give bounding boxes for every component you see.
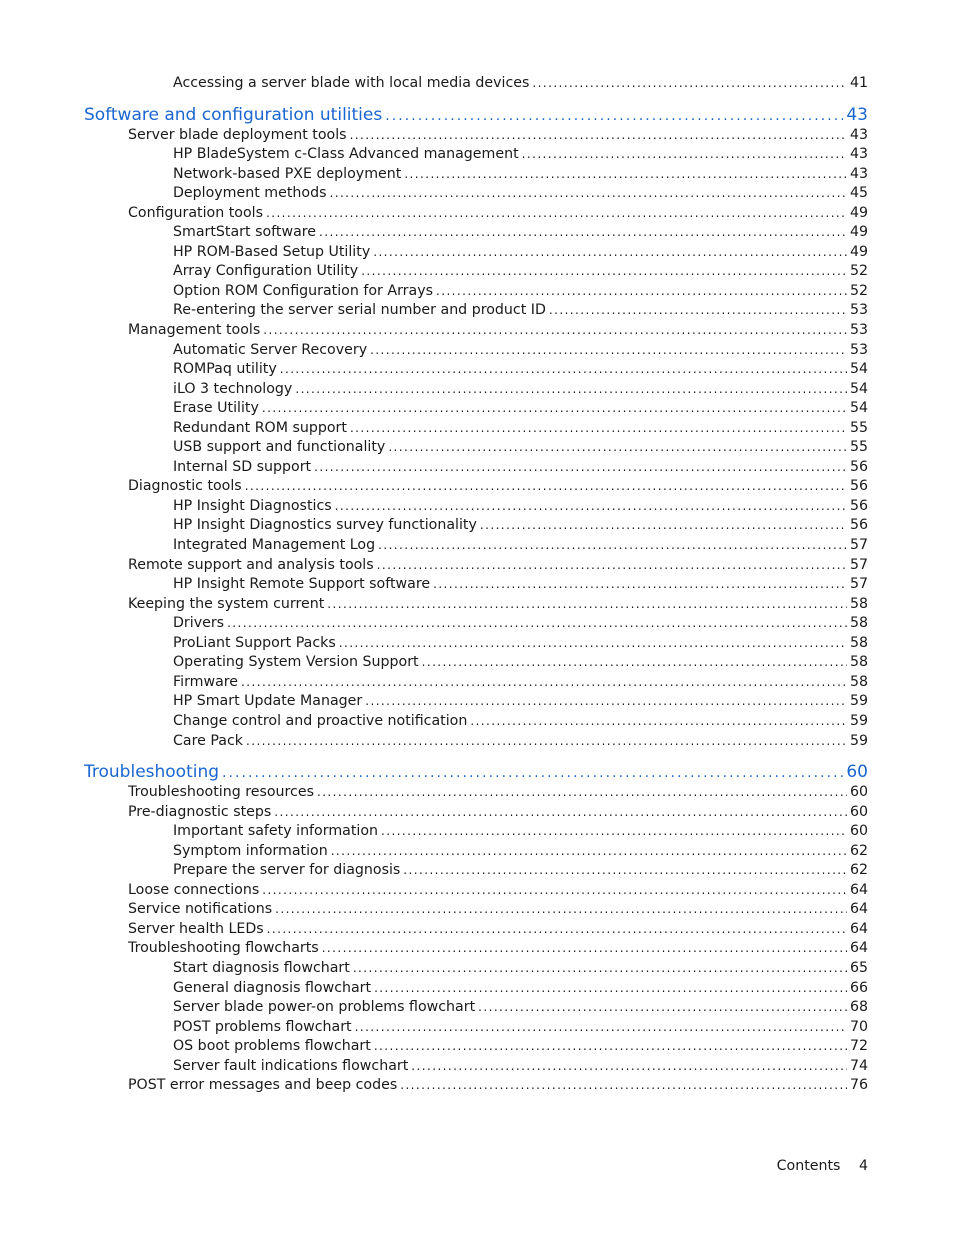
toc-entry-title: Server fault indications flowchart (173, 1057, 409, 1074)
toc-dot-leader (549, 301, 847, 321)
toc-entry-page-number: 60 (846, 762, 868, 783)
toc-chapter-entry[interactable] (0, 762, 954, 783)
toc-entry-page-number: 56 (849, 517, 868, 534)
toc-dot-leader (433, 575, 847, 595)
toc-section-entry[interactable] (0, 881, 954, 901)
toc-entry-title: Option ROM Configuration for Arrays (173, 282, 433, 299)
toc-section-entry[interactable] (0, 783, 954, 803)
toc-entry-page-number: 43 (849, 165, 868, 182)
toc-subsection-entry[interactable] (0, 653, 954, 673)
toc-entry-page-number: 58 (849, 654, 868, 671)
toc-entry-title: Configuration tools (128, 204, 263, 221)
toc-subsection-entry[interactable] (0, 575, 954, 595)
toc-entry-title: Start diagnosis flowchart (173, 959, 350, 976)
toc-dot-leader (267, 920, 847, 940)
toc-dot-leader (478, 998, 847, 1018)
toc-entry-page-number: 64 (849, 920, 868, 937)
toc-entry-title: Loose connections (128, 881, 260, 898)
toc-section-entry[interactable] (0, 920, 954, 940)
toc-entry-title: Redundant ROM support (173, 419, 347, 436)
footer-page-number: 4 (858, 1158, 868, 1174)
table-of-contents (0, 74, 954, 1096)
toc-subsection-entry[interactable] (0, 998, 954, 1018)
toc-entry-page-number: 53 (849, 341, 868, 358)
toc-entry-page-number: 43 (849, 146, 868, 163)
toc-subsection-entry[interactable] (0, 1018, 954, 1038)
toc-entry-page-number: 57 (849, 556, 868, 573)
toc-entry-page-number: 57 (849, 576, 868, 593)
toc-dot-leader (241, 673, 847, 693)
toc-entry-page-number: 64 (849, 881, 868, 898)
toc-dot-leader (263, 321, 847, 341)
toc-section-entry[interactable] (0, 126, 954, 146)
toc-dot-leader (314, 458, 847, 478)
toc-dot-leader (295, 380, 847, 400)
toc-dot-leader (319, 223, 847, 243)
toc-entry-title: Array Configuration Utility (173, 263, 359, 280)
toc-subsection-entry[interactable] (0, 341, 954, 361)
toc-dot-leader (361, 262, 847, 282)
toc-dot-leader (436, 282, 847, 302)
toc-dot-leader (262, 399, 847, 419)
toc-dot-leader (317, 783, 847, 803)
toc-entry-page-number: 54 (849, 361, 868, 378)
toc-entry-page-number: 70 (849, 1018, 868, 1035)
toc-dot-leader (335, 497, 847, 517)
toc-subsection-entry[interactable] (0, 74, 954, 94)
toc-entry-title: Erase Utility (173, 400, 259, 417)
toc-entry-page-number: 64 (849, 901, 868, 918)
toc-entry-title: Firmware (173, 673, 239, 690)
toc-entry-page-number: 49 (849, 243, 868, 260)
toc-subsection-entry[interactable] (0, 282, 954, 302)
toc-subsection-entry[interactable] (0, 145, 954, 165)
toc-entry-title: iLO 3 technology (173, 380, 293, 397)
toc-entry-page-number: 60 (849, 803, 868, 820)
toc-section-entry[interactable] (0, 321, 954, 341)
toc-entry-page-number: 60 (849, 784, 868, 801)
toc-entry-page-number: 62 (849, 862, 868, 879)
toc-subsection-entry[interactable] (0, 516, 954, 536)
toc-dot-leader (355, 1018, 847, 1038)
toc-dot-leader (522, 145, 847, 165)
toc-dot-leader (365, 692, 847, 712)
toc-entry-title: Integrated Management Log (173, 537, 376, 554)
toc-dot-leader (222, 763, 843, 784)
footer-section-label: Contents (776, 1158, 841, 1174)
toc-subsection-entry[interactable] (0, 959, 954, 979)
toc-entry-page-number: 56 (849, 478, 868, 495)
toc-entry-page-number: 59 (849, 693, 868, 710)
toc-entry-page-number: 74 (849, 1057, 868, 1074)
toc-entry-page-number: 72 (849, 1038, 868, 1055)
toc-entry-title: Important safety information (173, 823, 379, 840)
toc-entry-page-number: 49 (849, 204, 868, 221)
toc-section-entry[interactable] (0, 595, 954, 615)
toc-entry-title: Care Pack (173, 732, 243, 749)
toc-dot-leader (329, 184, 846, 204)
toc-dot-leader (350, 126, 847, 146)
toc-entry-title: HP Insight Diagnostics survey functionality (173, 517, 477, 534)
toc-entry-page-number: 52 (849, 282, 868, 299)
toc-dot-leader (381, 822, 847, 842)
toc-subsection-entry[interactable] (0, 399, 954, 419)
toc-entry-page-number: 55 (849, 419, 868, 436)
toc-entry-title: Automatic Server Recovery (173, 341, 368, 358)
toc-entry-title: OS boot problems flowchart (173, 1038, 371, 1055)
toc-entry-page-number: 58 (849, 595, 868, 612)
toc-subsection-entry[interactable] (0, 979, 954, 999)
toc-dot-leader (385, 106, 843, 127)
toc-entry-page-number: 45 (849, 185, 868, 202)
toc-subsection-entry[interactable] (0, 861, 954, 881)
toc-entry-title: Troubleshooting (84, 762, 220, 783)
toc-dot-leader (246, 732, 847, 752)
toc-dot-leader (327, 595, 847, 615)
toc-entry-title: Accessing a server blade with local media devices (173, 75, 530, 91)
toc-entry-title: General diagnosis flowchart (173, 979, 372, 996)
toc-entry-page-number: 58 (849, 615, 868, 632)
toc-dot-leader (404, 165, 847, 185)
toc-entry-page-number: 52 (849, 263, 868, 280)
toc-entry-page-number: 65 (849, 959, 868, 976)
toc-subsection-entry[interactable] (0, 536, 954, 556)
toc-entry-page-number: 57 (849, 537, 868, 554)
toc-dot-leader (388, 438, 847, 458)
toc-entry-title: Deployment methods (173, 185, 327, 202)
toc-entry-page-number: 62 (849, 842, 868, 859)
toc-subsection-entry[interactable] (0, 184, 954, 204)
toc-entry-page-number: 64 (849, 940, 868, 957)
toc-entry-page-number: 43 (846, 104, 868, 125)
toc-dot-leader (370, 341, 847, 361)
toc-entry-title: Pre-diagnostic steps (128, 803, 272, 820)
toc-entry-title: Diagnostic tools (128, 478, 242, 495)
toc-subsection-entry[interactable] (0, 438, 954, 458)
toc-dot-leader (280, 360, 847, 380)
toc-subsection-entry[interactable] (0, 497, 954, 517)
toc-dot-leader (373, 243, 847, 263)
toc-section-entry[interactable] (0, 477, 954, 497)
toc-subsection-entry[interactable] (0, 380, 954, 400)
toc-dot-leader (532, 74, 847, 94)
toc-entry-page-number: 49 (849, 224, 868, 241)
toc-entry-page-number: 59 (849, 712, 868, 729)
toc-section-entry[interactable] (0, 204, 954, 224)
toc-section-entry[interactable] (0, 900, 954, 920)
toc-entry-page-number: 58 (849, 634, 868, 651)
toc-subsection-entry[interactable] (0, 360, 954, 380)
toc-entry-title: POST problems flowchart (173, 1018, 352, 1035)
toc-dot-leader (322, 939, 847, 959)
toc-subsection-entry[interactable] (0, 419, 954, 439)
toc-entry-page-number: 53 (849, 302, 868, 319)
toc-entry-page-number: 56 (849, 497, 868, 514)
page-footer (777, 1158, 868, 1174)
toc-entry-title: ROMPaq utility (173, 361, 277, 378)
toc-entry-title: Change control and proactive notification (173, 712, 468, 729)
toc-entry-title: Symptom information (173, 842, 328, 859)
toc-entry-title: Troubleshooting flowcharts (128, 940, 319, 957)
toc-subsection-entry[interactable] (0, 842, 954, 862)
toc-subsection-entry[interactable] (0, 614, 954, 634)
toc-entry-title: HP BladeSystem c-Class Advanced management (173, 146, 519, 163)
toc-entry-title: POST error messages and beep codes (128, 1077, 398, 1094)
toc-dot-leader (245, 477, 847, 497)
toc-dot-leader (274, 803, 847, 823)
toc-section-entry[interactable] (0, 939, 954, 959)
toc-dot-leader (470, 712, 847, 732)
toc-entry-page-number: 56 (849, 458, 868, 475)
toc-dot-leader (377, 556, 847, 576)
toc-entry-title: HP Smart Update Manager (173, 693, 363, 710)
toc-entry-page-number: 55 (849, 439, 868, 456)
toc-chapter-entry[interactable] (0, 105, 954, 126)
toc-subsection-entry[interactable] (0, 634, 954, 654)
toc-entry-page-number: 53 (849, 322, 868, 339)
toc-subsection-entry[interactable] (0, 712, 954, 732)
toc-subsection-entry[interactable] (0, 458, 954, 478)
toc-dot-leader (374, 1037, 847, 1057)
toc-dot-leader (400, 1076, 847, 1096)
toc-entry-page-number: 58 (849, 673, 868, 690)
toc-entry-page-number: 54 (849, 380, 868, 397)
toc-dot-leader (378, 536, 847, 556)
toc-entry-title: Prepare the server for diagnosis (173, 862, 401, 879)
toc-entry-title: Re-entering the server serial number and product ID (173, 302, 546, 319)
toc-entry-page-number: 41 (849, 75, 868, 91)
toc-subsection-entry[interactable] (0, 223, 954, 243)
toc-dot-leader (374, 979, 847, 999)
toc-entry-page-number: 68 (849, 999, 868, 1016)
toc-dot-leader (411, 1057, 847, 1077)
toc-entry-title: Internal SD support (173, 458, 312, 475)
toc-entry-title: Management tools (128, 322, 261, 339)
toc-dot-leader (480, 516, 847, 536)
toc-entry-title: Server blade deployment tools (128, 126, 347, 143)
toc-entry-page-number: 59 (849, 732, 868, 749)
toc-dot-leader (275, 900, 847, 920)
toc-subsection-entry[interactable] (0, 692, 954, 712)
toc-entry-title: HP Insight Remote Support software (173, 576, 431, 593)
toc-subsection-entry[interactable] (0, 1037, 954, 1057)
toc-dot-leader (350, 419, 847, 439)
toc-subsection-entry[interactable] (0, 262, 954, 282)
toc-dot-leader (262, 881, 847, 901)
toc-entry-title: Troubleshooting resources (128, 784, 314, 801)
toc-subsection-entry[interactable] (0, 165, 954, 185)
toc-dot-leader (403, 861, 847, 881)
toc-dot-leader (266, 204, 847, 224)
toc-entry-title: Keeping the system current (128, 595, 325, 612)
toc-entry-title: Network-based PXE deployment (173, 165, 402, 182)
toc-entry-title: Operating System Version Support (173, 654, 419, 671)
toc-subsection-entry[interactable] (0, 1057, 954, 1077)
toc-entry-page-number: 54 (849, 400, 868, 417)
toc-dot-leader (227, 614, 847, 634)
toc-section-entry[interactable] (0, 556, 954, 576)
toc-dot-leader (353, 959, 847, 979)
toc-dot-leader (331, 842, 847, 862)
toc-entry-page-number: 43 (849, 126, 868, 143)
toc-entry-title: Server blade power-on problems flowchart (173, 999, 476, 1016)
toc-entry-title: ProLiant Support Packs (173, 634, 336, 651)
toc-dot-leader (339, 634, 847, 654)
toc-entry-title: Remote support and analysis tools (128, 556, 374, 573)
toc-subsection-entry[interactable] (0, 822, 954, 842)
toc-subsection-entry[interactable] (0, 673, 954, 693)
toc-entry-page-number: 66 (849, 979, 868, 996)
toc-entry-title: Software and configuration utilities (84, 104, 383, 125)
toc-subsection-entry[interactable] (0, 243, 954, 263)
toc-subsection-entry[interactable] (0, 301, 954, 321)
toc-dot-leader (422, 653, 847, 673)
toc-subsection-entry[interactable] (0, 732, 954, 752)
toc-entry-title: Server health LEDs (128, 920, 264, 937)
toc-entry-title: HP Insight Diagnostics (173, 497, 332, 514)
toc-entry-title: HP ROM-Based Setup Utility (173, 243, 371, 260)
toc-entry-page-number: 60 (849, 823, 868, 840)
toc-entry-title: Drivers (173, 615, 225, 632)
toc-entry-page-number: 76 (849, 1077, 868, 1094)
toc-section-entry[interactable] (0, 803, 954, 823)
toc-section-entry[interactable] (0, 1076, 954, 1096)
toc-entry-title: SmartStart software (173, 224, 317, 241)
toc-entry-title: Service notifications (128, 901, 273, 918)
toc-entry-title: USB support and functionality (173, 439, 386, 456)
